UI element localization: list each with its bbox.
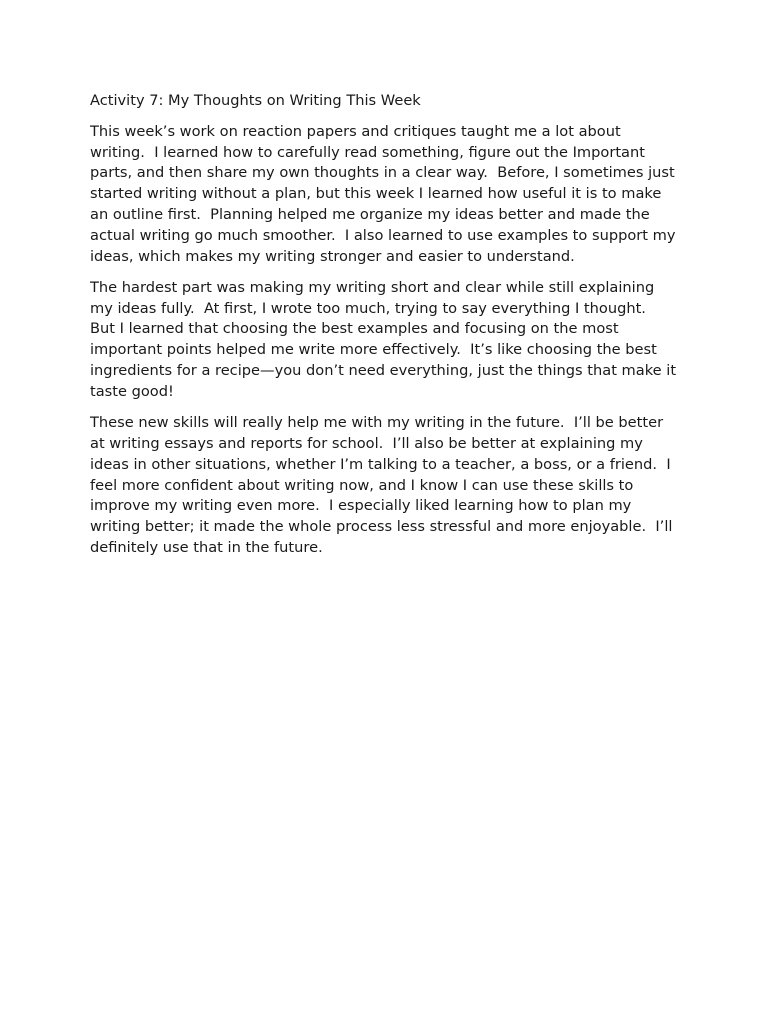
document-page bbox=[90, 91, 680, 569]
paragraph-3: These new skills will really help me with my writing in the future. I’ll be better at writing essays and reports for school. I’ll also be better at explaining my ideas in other situations, whether I’m talking to a teacher, a boss, or a friend. I feel more confident about writing now, and I know I can use these skills to improve my writing even more. I especially liked learning how to plan my writing better; it made the whole process less stressful and more enjoyable. I’ll definitely use that in the future. bbox=[90, 414, 678, 556]
document-title: Activity 7: My Thoughts on Writing This Week bbox=[90, 92, 421, 109]
paragraph-1: This week’s work on reaction papers and critiques taught me a lot about writing. I learned how to carefully read something, figure out the Important parts, and then share my own thoughts in a clear way. Before, I sometimes just started writing without a plan, but this week I learned how useful it is to make an outline first. Planning helped me organize my ideas better and made the actual writing go much smoother. I also learned to use examples to support my ideas, which makes my writing stronger and easier to understand. bbox=[90, 122, 681, 265]
paragraph-2: The hardest part was making my writing short and clear while still explaining my ideas fully. At first, I wrote too much, trying to say everything I thought. But I learned that choosing the best examples and focusing on the most important points helped me write more effectively. It’s like choosing the best ingredients for a recipe—you don’t need everything, just the things that make it taste good! bbox=[90, 278, 681, 400]
